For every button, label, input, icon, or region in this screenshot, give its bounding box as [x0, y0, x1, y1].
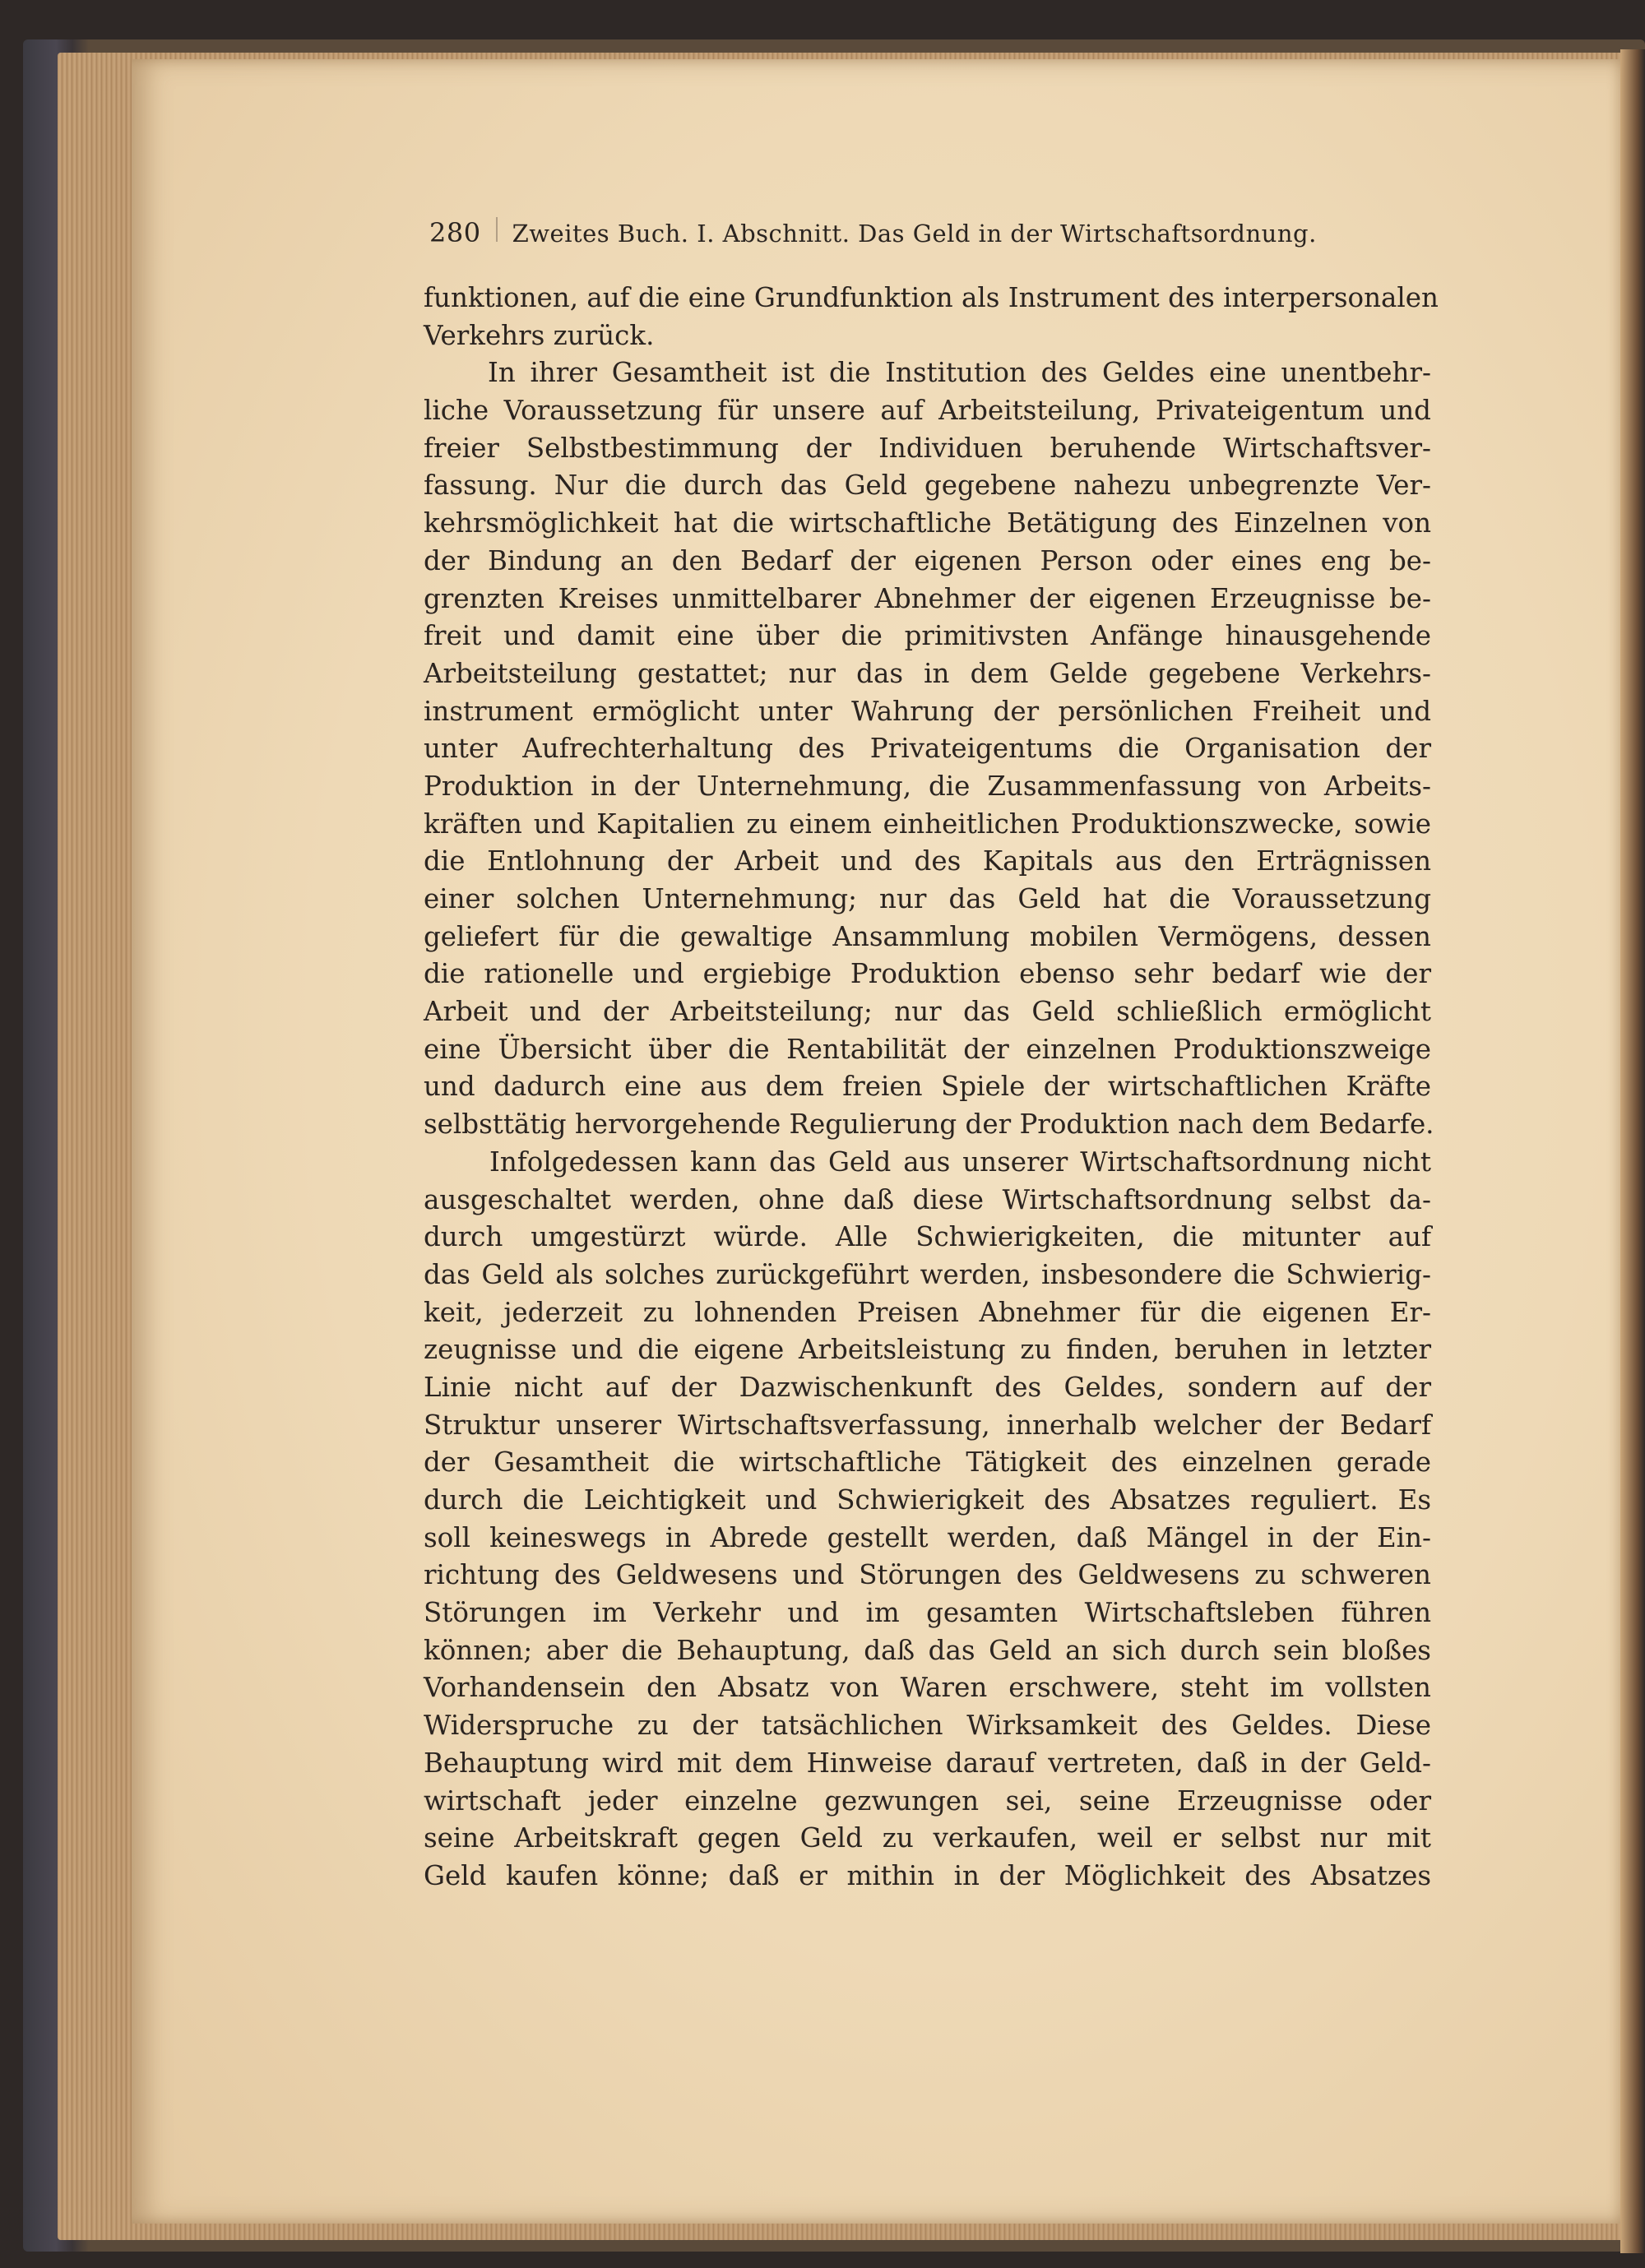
text-line: Verkehrs zurück. [424, 319, 655, 351]
text-line: soll keineswegs in Abrede gestellt werden, daß Mängel in der Ein- [424, 1521, 1431, 1553]
running-head-title: Zweites Buch. I. Abschnitt. Das Geld in der Wirtschaftsordnung. [512, 220, 1317, 248]
text-line: einer solchen Unternehmung; nur das Geld hat die Voraussetzung [424, 883, 1431, 914]
text-line: richtung des Geldwesens und Störungen des Geldwesens zu schweren [424, 1559, 1431, 1591]
text-line: Linie nicht auf der Dazwischenkunft des Geldes, sondern auf der [424, 1371, 1431, 1403]
text-line: Widerspruche zu der tatsächlichen Wirksamkeit des Geldes. Diese [424, 1710, 1431, 1742]
text-line: Arbeitsteilung gestattet; nur das in dem Gelde gegebene Verkehrs- [424, 657, 1431, 689]
text-line: Geld kaufen könne; daß er mithin in der Möglichkeit des Absatzes [424, 1859, 1431, 1891]
text-line: durch umgestürzt würde. Alle Schwierigkeiten, die mitunter auf [424, 1221, 1431, 1253]
text-line: können; aber die Behauptung, daß das Geld an sich durch sein bloßes [424, 1634, 1431, 1666]
text-line: Infolgedessen kann das Geld aus unserer Wirtschaftsordnung nicht [489, 1146, 1431, 1178]
header-divider [496, 217, 498, 242]
text-line: fassung. Nur die durch das Geld gegebene nahezu unbegrenzte Ver- [424, 470, 1431, 502]
text-line: ausgeschaltet werden, ohne daß diese Wirtschaftsordnung selbst da- [424, 1183, 1431, 1215]
text-line: Produktion in der Unternehmung, die Zusammenfassung von Arbeits- [424, 770, 1431, 802]
text-line: die Entlohnung der Arbeit und des Kapitals aus den Erträgnissen [424, 845, 1431, 877]
text-line: kehrsmöglichkeit hat die wirtschaftliche Betätigung des Einzelnen von [424, 507, 1431, 539]
text-line: Störungen im Verkehr und im gesamten Wirtschaftsleben führen [424, 1597, 1431, 1629]
text-line: und dadurch eine aus dem freien Spiele der wirtschaftlichen Kräfte [424, 1071, 1431, 1103]
text-line: selbsttätig hervorgehende Regulierung der Produktion nach dem Bedarfe. [424, 1109, 1434, 1141]
text-line: In ihrer Gesamtheit ist die Institution des Geldes eine unentbehr- [488, 357, 1431, 389]
text-line: die rationelle und ergiebige Produktion ebenso sehr bedarf wie der [424, 958, 1431, 990]
text-line: liche Voraussetzung für unsere auf Arbeitsteilung, Privateigentum und [424, 395, 1431, 427]
text-line: instrument ermöglicht unter Wahrung der persönlichen Freiheit und [424, 695, 1431, 727]
text-line: freier Selbstbestimmung der Individuen beruhende Wirtschaftsver- [424, 432, 1431, 464]
text-line: keit, jederzeit zu lohnenden Preisen Abnehmer für die eigenen Er- [424, 1296, 1431, 1328]
text-line: unter Aufrechterhaltung des Privateigentums die Organisation der [424, 733, 1431, 765]
page-body-text [424, 280, 1439, 1895]
text-line: Vorhandensein den Absatz von Waren erschwere, steht im vollsten [424, 1672, 1431, 1704]
text-line: Arbeit und der Arbeitsteilung; nur das Geld schließlich ermöglicht [424, 996, 1431, 1028]
text-line: durch die Leichtigkeit und Schwierigkeit des Absatzes reguliert. Es [424, 1484, 1431, 1516]
text-line: kräften und Kapitalien zu einem einheitlichen Produktionszwecke, sowie [424, 808, 1431, 840]
running-header [429, 217, 1433, 250]
text-line: wirtschaft jeder einzelne gezwungen sei, seine Erzeugnisse oder [424, 1784, 1431, 1817]
text-line: funktionen, auf die eine Grundfunktion als Instrument des interpersonalen [424, 282, 1439, 313]
text-line: Struktur unserer Wirtschaftsverfassung, innerhalb welcher der Bedarf [424, 1409, 1431, 1441]
text-line: der Bindung an den Bedarf der eigenen Person oder eines eng be- [424, 544, 1431, 576]
text-line: geliefert für die gewaltige Ansammlung mobilen Vermögens, dessen [424, 920, 1431, 952]
text-line: das Geld als solches zurückgeführt werden, insbesondere die Schwierig- [424, 1258, 1431, 1290]
text-line: freit und damit eine über die primitivsten Anfänge hinausgehende [424, 620, 1431, 652]
text-line: der Gesamtheit die wirtschaftliche Tätigkeit des einzelnen gerade [424, 1446, 1431, 1479]
page-number: 280 [429, 217, 481, 248]
text-line: eine Übersicht über die Rentabilität der einzelnen Produktionszweige [424, 1033, 1431, 1065]
text-line: zeugnisse und die eigene Arbeitsleistung zu finden, beruhen in letzter [424, 1334, 1431, 1366]
book-spine-edge [1620, 49, 1645, 2253]
text-line: grenzten Kreises unmittelbarer Abnehmer der eigenen Erzeugnisse be- [424, 582, 1431, 614]
text-line: Behauptung wird mit dem Hinweise darauf vertreten, daß in der Geld- [424, 1747, 1431, 1779]
text-line: seine Arbeitskraft gegen Geld zu verkaufen, weil er selbst nur mit [424, 1822, 1431, 1854]
